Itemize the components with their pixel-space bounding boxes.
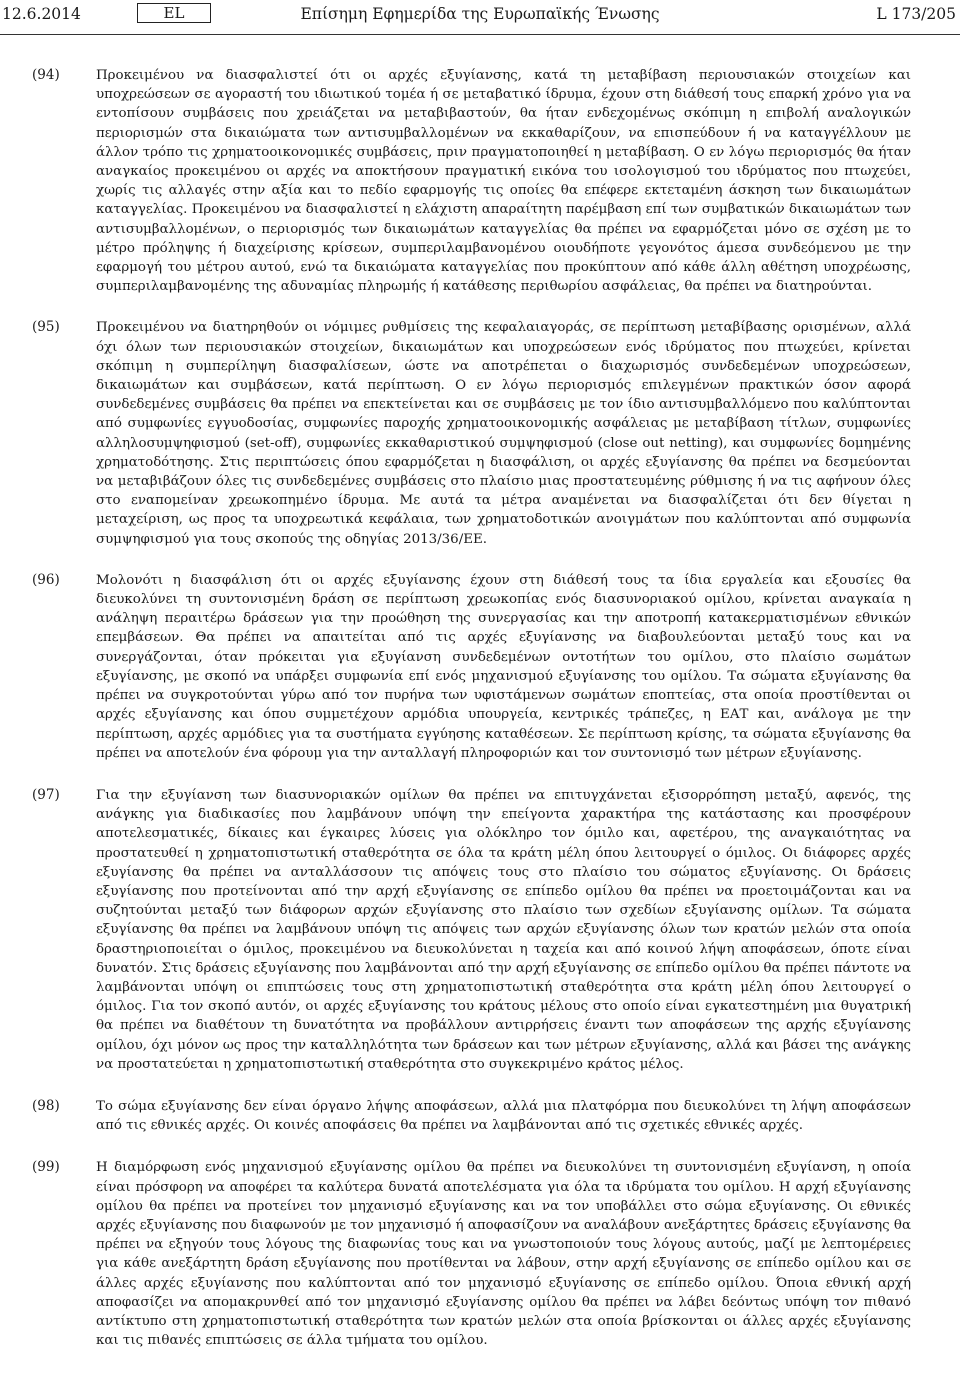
recital-98 <box>0 1097 960 1135</box>
recital-number: (95) <box>32 319 60 336</box>
page-header <box>0 3 960 29</box>
recital-number: (94) <box>32 67 60 83</box>
recital-95 <box>0 318 960 548</box>
recital-99 <box>0 1158 960 1350</box>
journal-title: Επίσημη Εφημερίδα της Ευρωπαϊκής Ένωσης <box>300 5 660 23</box>
recital-number: (96) <box>32 571 60 588</box>
recital-text: Για την εξυγίανση των διασυνοριακών ομίλων θα πρέπει να επιτυγχάνεται εξισορρόπηση μεταξύ, αφενός, της ανάγκης για διαδικασίες που λαμβάνουν υπόψη την επείγοντα χαρακτήρα της κατάστασης και προσφέρουν αποτελεσματικές, δίκαιες και έγκαιρες λύσεις για ολόκληρο τον όμιλο και, αφετέρου, της αναγκαιότητας να προστατευθεί η χρηματοπιστωτική σταθερότητα σε όλα τα κράτη μέλη όπου λειτουργεί ο όμιλος. Οι διάφορες αρχές εξυγίανσης θα πρέπει να ανταλλάσσουν τις απόψεις τους στο πλαίσιο του σώματος εξυγίανσης. Οι δράσεις εξυγίανσης που προτείνονται από την αρχή εξυγίανσης σε επίπεδο ομίλου θα πρέπει να προετοιμάζονται και να συζητούνται μεταξύ των διάφορων αρχών εξυγίανσης στο πλαίσιο των σχεδίων εξυγίανσης ομίλων. Τα σώματα εξυγίανσης θα πρέπει να λαμβάνουν υπόψη τις απόψεις των αρχών εξυγίανσης όλων των κρατών μελών στα οποία δραστηριοποιείται ο όμιλος, προκειμένου να διευκολύνεται η ταχεία και από κοινού λήψη αποφάσεων, όποτε είναι δυνατόν. Στις δράσεις εξυγίανσης που λαμβάνονται από την αρχή εξυγίανσης σε επίπεδο ομίλου θα πρέπει πάντοτε να λαμβάνονται υπόψη οι επιπτώσεις τους στη χρηματοπιστωτική σταθερότητα στα κράτη μέλη όπου λειτουργεί ο όμιλος. Για τον σκοπό αυτόν, οι αρχές εξυγίανσης του κράτους μέλους στο οποίο είναι εγκατεστημένη μια θυγατρική θα πρέπει να διαθέτουν τη δυνατότητα να προβάλλουν αντιρρήσεις έναντι των αποφάσεων της αρχής εξυγίανσης ομίλου, όχι μόνον ως προς την καταλληλότητα των δράσεων και των μέτρων εξυγίανσης, αλλά και βάσει της ανάγκης να προστατεύεται η χρηματοπιστωτική σταθερότητα στο συγκεκριμένο κράτος μέλος. <box>96 787 911 1072</box>
recital-text: Το σώμα εξυγίανσης δεν είναι όργανο λήψης αποφάσεων, αλλά μια πλατφόρμα που διευκολύνει τη λήψη αποφάσεων από τις εθνικές αρχές. Οι κοινές αποφάσεις θα πρέπει να λαμβάνονται από τις σχετικές εθνικές αρχές. <box>96 1098 911 1134</box>
language-badge: EL <box>137 3 211 23</box>
recital-number: (99) <box>32 1159 60 1176</box>
recital-97 <box>0 786 960 1074</box>
recital-96 <box>0 571 960 763</box>
recitals-body <box>0 66 960 1350</box>
recital-number: (97) <box>32 786 60 803</box>
header-divider <box>0 34 960 35</box>
recital-text: Προκειμένου να διασφαλιστεί ότι οι αρχές εξυγίανσης, κατά τη μεταβίβαση περιουσιακών στοιχείων και υποχρεώσεων σε αγοραστή του ιδιωτικού τομέα ή σε μεταβατικό ίδρυμα, έχουν στη διάθεσή τους επαρκή χρόνο για να εντοπίσουν συμβάσεις που χρειάζεται να μεταβιβαστούν, θα ήταν ενδεχομένως σκόπιμη η επιβολή αναλογικών περιορισμών στα δικαιώματα των αντισυμβαλλομένων να εκκαθαρίζουν, να επισπεύδουν ή να καταγγέλλουν με άλλον τρόπο τις χρηματοοικονομικές συμβάσεις, πριν πραγματοποιηθεί η μεταβίβαση. Ο εν λόγω περιορισμός θα ήταν αναγκαίος προκειμένου οι αρχές να αποκτήσουν πραγματική εικόνα του ισολογισμού του ιδρύματος που πτωχεύει, χωρίς τις αλλαγές στην αξία και το πεδίο εφαρμογής τις οποίες θα επέφερε εκτεταμένη άσκηση των δικαιωμάτων καταγγελίας. Προκειμένου να διασφαλιστεί η ελάχιστη απαραίτητη παρέμβαση επί των συμβατικών δικαιωμάτων των αντισυμβαλλομένων, ο περιορισμός των δικαιωμάτων καταγγελίας θα πρέπει να εφαρμόζεται μόνο σε σχέση με το μέτρο πρόληψης ή διαχείρισης κρίσεων, συμπεριλαμβανομένου οιουδήποτε γεγονότος άμεσα συνδεόμενου με την εφαρμογή του μέτρου αυτού, ενώ τα δικαιώματα καταγγελίας που προκύπτουν από κάθε άλλη αθέτηση υποχρέωσης, συμπεριλαμβανομένης της αδυναμίας πληρωμής ή κατάθεσης περιθωρίου ασφάλειας, θα πρέπει να διατηρούνται. <box>96 68 911 295</box>
recital-text: Μολονότι η διασφάλιση ότι οι αρχές εξυγίανσης έχουν στη διάθεσή τους τα ίδια εργαλεία και εξουσίες θα διευκολύνει τη συντονισμένη δράση σε περίπτωση χρεωκοπίας ενός διασυνοριακού ομίλου, κρίνεται αναγκαία η ανάληψη περαιτέρω δράσεων για την προώθηση της συνεργασίας και την αποτροπή κατακερματισμένων εθνικών επεμβάσεων. Θα πρέπει να απαιτείται από τις αρχές εξυγίανσης να διαβουλεύονται μεταξύ τους και να συνεργάζονται, όταν πρόκειται για εξυγίανση συνδεδεμένων οντοτήτων του ομίλου, στο πλαίσιο σωμάτων εξυγίανσης, με σκοπό να υπάρξει συμφωνία επί ενός μηχανισμού εξυγίανσης του ομίλου. Τα σώματα εξυγίανσης θα πρέπει να συγκροτούνται γύρω από τον πυρήνα των υφιστάμενων σωμάτων εποπτείας, στα οποία προστίθενται οι αρχές εξυγίανσης και όπου συμμετέχουν αρμόδια υπουργεία, κεντρικές τράπεζες, η ΕΑΤ και, ανάλογα με την περίπτωση, αρχές αρμόδιες για τα συστήματα εγγύησης καταθέσεων. Σε περίπτωση κρίσης, τα σώματα εξυγίανσης θα πρέπει να αποτελούν ένα φόρουμ για την ανταλλαγή πληροφοριών και τον συντονισμό των μέτρων εξυγίανσης. <box>96 572 911 761</box>
recital-text: Προκειμένου να διατηρηθούν οι νόμιμες ρυθμίσεις της κεφαλαιαγοράς, σε περίπτωση μεταβίβασης ορισμένων, αλλά όχι όλων των περιουσιακών στοιχείων, δικαιωμάτων και υποχρεώσεων ενός ιδρύματος που πτωχεύει, κρίνεται σκόπιμη η συμπερίληψη διασφαλίσεων, ώστε να αποτρέπεται ο διαχωρισμός συνδεδεμένων υποχρεώσεων, δικαιωμάτων και συμβάσεων, κατά περίπτωση. Ο εν λόγω περιορισμός επιλεγμένων πρακτικών όσον αφορά συνδεδεμένες συμβάσεις θα πρέπει να επεκτείνεται και σε συμβάσεις με τον ίδιο αντισυμβαλλόμενο που καλύπτονται από συμφωνίες εγγυοδοσίας, συμφωνίες παροχής χρηματοοικονομικής ασφάλειας με μεταβίβαση τίτλων, συμφωνίες αλληλοσυμψηφισμού (set-off), συμφωνίες εκκαθαριστικού συμψηφισμού (close out netting), και συμφωνίες δομημένης χρηματοδότησης. Στις περιπτώσεις όπου εφαρμόζεται η διασφάλιση, οι αρχές εξυγίανσης θα πρέπει να δεσμεύονται να μεταβιβάζουν όλες τις συνδεδεμένες συμβάσεις στο πλαίσιο μιας προστατευμένης ρύθμισης ή να τις αφήνουν όλες στο εναπομείναν χρεωκοπημένο ίδρυμα. Με αυτά τα μέτρα αναμένεται να διασφαλίζεται ότι δεν θίγεται η μεταχείριση, ως προς τα υποχρεωτικά κεφάλαια, των χρηματοδοτικών ανοιγμάτων που καλύπτονται από συμφωνία συμψηφισμού για τους σκοπούς της οδηγίας 2013/36/ΕΕ. <box>96 320 911 547</box>
publication-date: 12.6.2014 <box>2 5 81 23</box>
recital-number: (98) <box>32 1097 60 1114</box>
recital-94 <box>0 66 960 296</box>
recital-text: Η διαμόρφωση ενός μηχανισμού εξυγίανσης ομίλου θα πρέπει να διευκολύνει τη συντονισμένη εξυγίανση, η οποία είναι πρόσφορη να αποφέρει τα καλύτερα δυνατά αποτελέσματα για όλα τα ιδρύματα του ομίλου. Η αρχή εξυγίανσης ομίλου θα πρέπει να προτείνει τον μηχανισμό εξυγίανσης και να τον υποβάλλει στο σώμα εξυγίανσης. Οι εθνικές αρχές εξυγίανσης που διαφωνούν με τον μηχανισμό ή αποφασίζουν να αναλάβουν ανεξάρτητες δράσεις εξυγίανσης θα πρέπει να εξηγούν τους λόγους της διαφωνίας τους και να γνωστοποιούν τους λόγους αυτούς, μαζί με λεπτομέρειες για κάθε ανεξάρτητη δράση εξυγίανσης που προτίθενται να λάβουν, στην αρχή εξυγίανσης σε επίπεδο ομίλου και σε άλλες αρχές εξυγίανσης που καλύπτονται από τον μηχανισμό εξυγίανσης σε επίπεδο ομίλου. Όποια εθνική αρχή αποφασίζει να απομακρυνθεί από τον μηχανισμό εξυγίανσης ομίλου θα πρέπει να λάβει δεόντως υπόψη τον πιθανό αντίκτυπο στη χρηματοπιστωτική σταθερότητα των κρατών μελών στα οποία βρίσκονται οι άλλες αρχές εξυγίανσης και τις πιθανές επιπτώσεις σε άλλα τμήματα του ομίλου. <box>96 1160 911 1349</box>
page-reference: L 173/205 <box>876 5 956 23</box>
